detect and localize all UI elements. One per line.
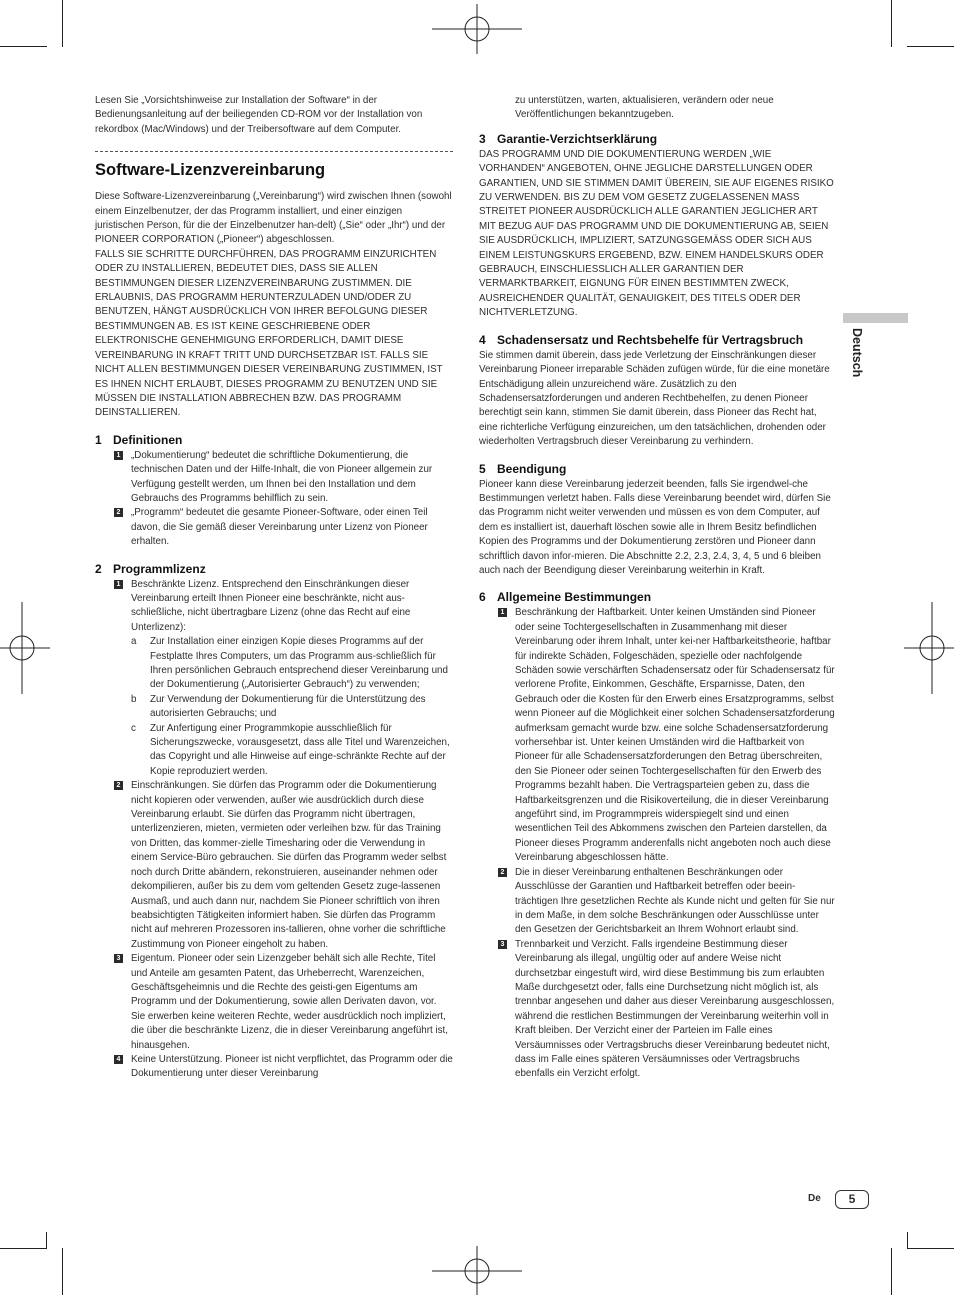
registration-mark-top: [432, 4, 522, 54]
list-item: 1 „Dokumentierung“ bedeutet die schriftliche Dokumentierung, die technischen Daten und der Hilfe-Inhalt, die von Pioneer allgemein zur Verfügung gestellt werden, um Ihnen bei den Installation und dem Gebrauchs des Programms behilflich zu sein.: [95, 449, 453, 507]
right-column: [479, 94, 837, 1082]
crop-mark: [891, 0, 892, 47]
item-number-badge: 1: [498, 608, 507, 617]
registration-mark-right: [904, 602, 954, 694]
section-heading-5: 5 Beendigung: [479, 461, 567, 476]
footer-language-code: De: [808, 1193, 821, 1204]
sub-list-item: a Zur Installation einer einzigen Kopie dieses Programms auf der Festplatte Ihres Computers, um das Programm aus-schließlich für Ihren persönlichen Gebrauch entsprechend dieser Vereinbarung und der Dokumentierung („Autorisierter Gebrauch“) zu verwenden;: [131, 636, 448, 691]
item-number-badge: 2: [498, 868, 507, 877]
list-item-continued: zu unterstützen, warten, aktualisieren, verändern oder neue Veröffentlichungen bekanntzugeben.: [515, 95, 774, 121]
list-item: 1 Beschränkung der Haftbarkeit. Unter keinen Umständen sind Pioneer oder seine Tochtergesellschaften in Zusammenhang mit dieser Vereinbarung oder ihrem Inhalt, unter kei-ner Haftbarkeitstheorie, haftbar für indirekte Schäden, Folgeschäden, spezielle oder nachfolgende Schäden sowie verschärften Schadensersatz oder für Schadensersatz für verlorene Profite, Einkommen, Geschäfte, Ersparnisse, Daten, den Gebrauch oder die Kosten für den Erwerb eines Ersatzprogramms, selbst wenn Pioneer auf die Möglichkeit einer solchen Schadensersatzforderung aufmerksam gemacht wurde bzw. eine solche Schadensersatzforderung vorhersehbar ist. Unter keinen Umständen wird die Haftbarkeit von Pioneer für alle Schadensersatzforderungen den Betrag überschreiten, den Sie Pioneer oder seinen Tochtergesellschaften für den Erwerb des Programms bezahlt haben. Die Vertragsparteien geben zu, dass die Haftbarkeitsgrenzen und die Risikoverteilung, die in dieser Vereinbarung angeführt sind, im Programmpreis widerspiegelt sind und einen wesentlichen Teil des Abkommens zwischen den Parteien darstellen, da Pioneer dieses Programm anderenfalls nicht angeboten noch auch diese Vereinbarung abgeschlossen hätte.: [479, 606, 837, 865]
section-heading-3: 3 Garantie-Verzichtserklärung: [479, 131, 658, 146]
list-item: 3 Eigentum. Pioneer oder sein Lizenzgeber behält sich alle Rechte, Titel und Anteile am gesamten Patent, das Urheberrecht, Warenzeichen, Geschäftsgeheimnis und die Rechte des geisti-gen Eigentums am Programm und der Dokumentierung, sowie allen Derivaten davon, vor. Sie erwerben keine weiteren Rechte, weder ausdrücklich noch impliziert, die über die beschränkte Lizenz, die in dieser Vereinbarung angeführt ist, hinausgehen.: [95, 952, 453, 1053]
warranty-text: DAS PROGRAMM UND DIE DOKUMENTIERUNG WERDEN „WIE VORHANDEN“ ANGEBOTEN, OHNE JEGLICHE DARSTELLUNGEN ODER GARANTIEN, UND SIE STIMMEN DAMIT ÜBEREIN, SIE AUF EIGENES RISIKO ZU VERWENDEN. BIS ZU DEM VOM GESETZ ZUGELASSENEN MASS STREITET PIONEER AUSDRÜCKLICH ALLE GARANTIEN JEGLICHER ART MIT BEZUG AUF DAS PROGRAMM UND DIE DOKUMENTIERUNG AB, SEIEN SIE AUSDRÜCKLICH, IMPLIZIERT, SATZUNGSGEMÄSS ODER SICH AUS EINEM LEISTUNGSKURS ERGEBEND, BZW. EINEM HANDELSKURS ODER GEBRAUCH, EINSCHLIESSLICH ALLER GARANTIEN DER VERMARKTBARKEIT, EIGNUNG FÜR EINEN BESTIMMTEN ZWECK, AUSREICHENDER QUALITÄT, GENAUIGKEIT, DES TITELS ODER DER NICHTVERLETZUNG.: [479, 148, 834, 319]
language-tab-bar: [843, 313, 908, 323]
sub-list-item: b Zur Verwendung der Dokumentierung für die Unterstützung des autorisierten Gebrauchs; und: [131, 693, 426, 720]
list-item: 2 Einschränkungen. Sie dürfen das Programm oder die Dokumentierung nicht kopieren oder verwenden, außer wie ausdrücklich durch diese Vereinbarung erlaubt. Sie dürfen das Programm nicht übertragen, unterlizenzieren, mieten, vermieten oder verleihen bzw. für das Training von Dritten, das kommer-zielle Timesharing oder die Verwendung in einem Service-Büro gebrauchen. Sie dürfen das Programm weder selbst noch durch Dritte abändern, rekonstruieren, auseinander nehmen oder dekompilieren, außer bis zu dem vom geltenden Gesetz zuge-lassenen Ausmaß, und auch dann nur, nachdem Sie Pioneer schriftlich von ihren beabsichtigten Tätigkeiten informiert haben. Sie dürfen das Programm nicht auf mehreren Prozessoren ins-tallieren, ohne vorher die schriftliche Zustimmung von Pioneer eingeholt zu haben.: [95, 779, 453, 952]
page-number: 5: [835, 1190, 869, 1209]
registration-mark-bottom: [432, 1246, 522, 1295]
item-number-badge: 3: [498, 940, 507, 949]
sub-list-item: c Zur Anfertigung einer Programmkopie ausschließlich für Sicherungszwecke, vorausgesetzt, dass alle Titel und Warenzeichen, das Copyright und alle Hinweise auf einge-schränkte Rechte auf der Kopie reproduziert werden.: [131, 722, 450, 777]
section-heading-6: 6 Allgemeine Bestimmungen: [479, 590, 652, 605]
list-item: 1 Beschränkte Lizenz. Entsprechend den Einschränkungen dieser Vereinbarung erteilt Ihnen Pioneer eine beschränkte, nicht aus-schließliche, nicht übertragbare Lizenz (ohne das Recht auf eine Unterlizenz):: [95, 578, 453, 636]
item-number-badge: 1: [114, 451, 123, 460]
section-heading-4: 4 Schadensersatz und Rechtsbehelfe für Vertragsbruch: [479, 332, 804, 347]
item-number-badge: 1: [114, 580, 123, 589]
item-number-badge: 4: [114, 1055, 123, 1064]
list-item: 2 Die in dieser Vereinbarung enthaltenen Beschränkungen oder Ausschlüsse der Garantien und Haftbarkeit betreffen oder beein-trächtigen Ihre gesetzlichen Rechte als Kunde nicht und gelten für Sie nur in dem Maße, in dem solche Beschränkungen oder Ausschlüsse unter den Gesetzen der Gerichtsbarkeit an Ihrem Wohnort erlaubt sind.: [479, 866, 837, 938]
crop-mark: [891, 1248, 892, 1295]
crop-mark: [907, 46, 954, 47]
item-number-badge: 3: [114, 954, 123, 963]
crop-mark: [0, 46, 47, 47]
registration-mark-left: [0, 602, 50, 694]
item-number-badge: 2: [114, 781, 123, 790]
crop-mark: [46, 1232, 47, 1248]
crop-mark: [62, 1248, 63, 1295]
intro-text: Lesen Sie „Vorsichtshinweise zur Installation der Software“ in der Bedienungsanleitung auf der beiliegenden CD-ROM vor der Installation von rekordbox (Mac/Windows) und der Treibersoftware auf dem Computer.: [95, 95, 423, 135]
dashed-divider: [95, 151, 453, 152]
left-column: [95, 94, 453, 1082]
page-title: Software-Lizenzvereinbarung: [95, 161, 326, 180]
list-item: 2 „Programm“ bedeutet die gesamte Pioneer-Software, oder einen Teil davon, die Sie gemäß dieser Vereinbarung unter Lizenz von Pioneer erhalten.: [95, 506, 453, 549]
crop-mark: [907, 1248, 954, 1249]
section-heading-2: 2 Programmlizenz: [95, 561, 206, 576]
agreement-paragraph: Diese Software-Lizenzvereinbarung („Vereinbarung“) wird zwischen Ihnen (sowohl einem Einzelbenutzer, der das Programm installiert, und einer einzigen juristischen Person, für die der Einzelbenutzer han-delt) („Sie“ oder „Ihr“) und der PIONEER CORPORATION („Pioneer“) abgeschlossen.: [95, 191, 452, 246]
section-heading-1: 1 Definitionen: [95, 432, 183, 447]
list-item: 3 Trennbarkeit und Verzicht. Falls irgendeine Bestimmung dieser Vereinbarung als illegal, ungültig oder auf andere Weise nicht durchsetzbar eingestuft wird, wird diese Bestimmung bis zum erlaubten Maße durchgesetzt oder, falls eine Durchsetzung nicht möglich ist, als trennbar angesehen und daher aus dieser Vereinbarung ausgeschlossen, während die restlichen Bestimmungen der Vereinbarung weiterhin voll in Kraft bleiben. Der Verzicht einer der Parteien im Falle eines Versäumnisses oder Vertragsbruchs dieser Vereinbarung bedeutet nicht, dass im Falle eines späteren Versäumnisses oder Vertragsbruchs ebenfalls ein Verzicht erfolgt.: [479, 938, 837, 1082]
crop-mark: [62, 0, 63, 47]
crop-mark: [907, 1232, 908, 1248]
remedies-text: Sie stimmen damit überein, dass jede Verletzung der Einschränkungen dieser Vereinbarung Pioneer irreparable Schäden zufügen würde, für die eine monetäre Entschädigung allein unzureichend wäre. Zusätzlich zu den Schadensersatzforderungen und anderen Rechtbehelfen, zu denen Pioneer berechtigt sein kann, stimmen Sie damit überein, dass Pioneer das Recht hat, eine richterliche Verfügung einzureichen, um den tatsächlichen, drohenden oder wiederholten Vertragsbruch dieser Vereinbarung zu verhindern.: [479, 349, 830, 448]
termination-text: Pioneer kann diese Vereinbarung jederzeit beenden, falls Sie irgendwel-che Bestimmungen verletzt haben. Falls diese Vereinbarung beendet wird, dürfen Sie das Programm nicht weiter verwenden und müssen es von dem Computer, auf dem es installiert ist, dauerhaft löschen sowie alle in Ihrem Besitz befindlichen Kopien des Programms und der Dokumentierung zerstören und Pioneer dann schriftlich davon infor-mieren. Die Abschnitte 2.2, 2.3, 2.4, 3, 4, 5 und 6 bleiben auch nach der Beendigung dieser Vereinbarung weiterhin in Kraft.: [479, 478, 831, 576]
item-number-badge: 2: [114, 508, 123, 517]
language-tab-label: Deutsch: [850, 328, 864, 378]
crop-mark: [0, 1248, 47, 1249]
list-item: 4 Keine Unterstützung. Pioneer ist nicht verpflichtet, das Programm oder die Dokumentierung unter dieser Vereinbarung: [95, 1053, 453, 1082]
agreement-caps-paragraph: FALLS SIE SCHRITTE DURCHFÜHREN, DAS PROGRAMM EINZURICHTEN ODER ZU INSTALLIEREN, BEDEUTET DIES, DASS SIE ALLEN BESTIMMUNGEN DIESER LIZENZVEREINBARUNG ZUSTIMMEN. DIE ERLAUBNIS, DAS PROGRAMM HERUNTERZULADEN UND/ODER ZU BENUTZEN, HÄNGT AUSDRÜCKLICH VON IHRER BEFOLGUNG DIESER BESTIMMUNGEN AB. ES IST KEINE GESCHRIEBENE ODER ELEKTRONISCHE GENEHMIGUNG ERFORDERLICH, DAMIT DIESE VEREINBARUNG IN KRAFT TRITT UND DURCHSETZBAR IST. FALLS SIE NICHT ALLEN BESTIMMUNGEN DIESER VEREINBARUNG ZUSTIMMEN, IST ES IHNEN NICHT ERLAUBT, DIESES PROGRAMM ZU BENUTZEN UND SIE MÜSSEN DIE INSTALLATION ABBRECHEN BZW. DAS PROGRAMM DEINSTALLIEREN.: [95, 248, 443, 419]
